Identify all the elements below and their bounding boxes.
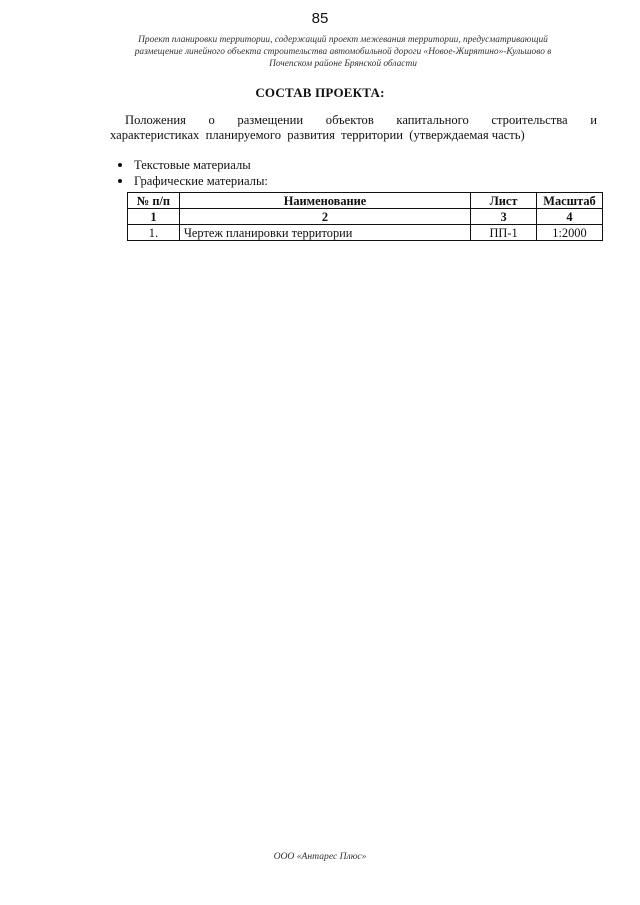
- table-cell: 1: [128, 209, 180, 225]
- table-cell: 2: [179, 209, 470, 225]
- table-cell: 1:2000: [537, 225, 603, 241]
- document-header-note: [98, 34, 588, 70]
- column-header-number: № п/п: [128, 193, 180, 209]
- intro-line-2: характеристиках планируемого развития территории (утверждаемая часть): [110, 128, 525, 142]
- intro-word: о: [208, 113, 215, 127]
- graphic-materials-table: [127, 192, 603, 241]
- intro-line-1: [110, 113, 597, 128]
- bullet-icon: [118, 179, 122, 183]
- header-line: Почепском районе Брянской области: [269, 59, 417, 69]
- intro-word: капитального: [396, 113, 469, 127]
- intro-word: Положения: [125, 113, 186, 127]
- header-line: размещение линейного объекта строительства автомобильной дороги «Новое-Жирятино»-Кульшово в: [134, 47, 552, 57]
- intro-word: размещении: [237, 113, 304, 127]
- bullet-icon: [118, 163, 122, 167]
- intro-word: и: [590, 113, 597, 127]
- table-row: [128, 225, 603, 241]
- list-item-label: Графические материалы:: [134, 174, 268, 188]
- header-line: Проект планировки территории, содержащий проект межевания территории, предусматривающий: [138, 35, 548, 45]
- intro-word: строительства: [491, 113, 568, 127]
- document-title: СОСТАВ ПРОЕКТА:: [255, 85, 385, 100]
- intro-word: объектов: [325, 113, 374, 127]
- list-item: [118, 173, 268, 189]
- materials-list: [118, 157, 268, 189]
- column-header-name: Наименование: [179, 193, 470, 209]
- document-footer: ООО «Антарес Плюс»: [273, 851, 367, 862]
- column-header-sheet: Лист: [471, 193, 537, 209]
- intro-paragraph: [110, 113, 597, 143]
- table-cell: ПП-1: [471, 225, 537, 241]
- table-cell: 4: [537, 209, 603, 225]
- table-cell: Чертеж планировки территории: [179, 225, 470, 241]
- list-item-label: Текстовые материалы: [134, 158, 251, 172]
- column-number-row: [128, 209, 603, 225]
- table-cell: 3: [471, 209, 537, 225]
- column-header-scale: Масштаб: [537, 193, 603, 209]
- list-item: [118, 157, 268, 173]
- page-number: 85: [311, 10, 329, 27]
- table-cell: 1.: [128, 225, 180, 241]
- table-header-row: [128, 193, 603, 209]
